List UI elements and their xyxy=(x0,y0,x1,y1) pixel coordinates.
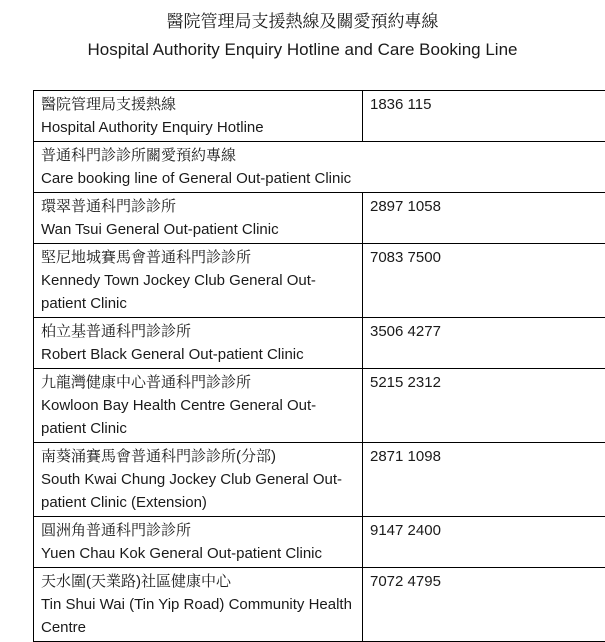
clinic-name-en: Hospital Authority Enquiry Hotline xyxy=(41,116,355,139)
clinic-name-en: Tin Shui Wai (Tin Yip Road) Community Health Centre xyxy=(41,593,355,639)
phone-cell xyxy=(363,318,605,369)
clinic-name-zh: 普通科門診診所關愛預約專線 xyxy=(41,144,598,167)
clinic-name-en: Kennedy Town Jockey Club General Out-patient Clinic xyxy=(41,269,355,315)
hotline-table xyxy=(33,90,605,642)
document-title-en: Hospital Authority Enquiry Hotline and Care Booking Line xyxy=(0,36,605,64)
clinic-name-cell xyxy=(34,517,363,568)
phone-number: 1836 115 xyxy=(370,93,598,116)
phone-number: 7072 4795 xyxy=(370,570,598,593)
clinic-name-cell xyxy=(34,193,363,244)
document-title-zh: 醫院管理局支援熱線及關愛預約專線 xyxy=(0,8,605,36)
phone-cell xyxy=(363,517,605,568)
table-row xyxy=(34,318,605,369)
phone-cell xyxy=(363,193,605,244)
table-row xyxy=(34,244,605,318)
clinic-name-cell xyxy=(34,318,363,369)
clinic-name-en: Wan Tsui General Out-patient Clinic xyxy=(41,218,355,241)
clinic-name-en: Care booking line of General Out-patient Clinic xyxy=(41,167,598,190)
clinic-name-en: Robert Black General Out-patient Clinic xyxy=(41,343,355,366)
table-row xyxy=(34,193,605,244)
clinic-name-zh: 天水圍(天業路)社區健康中心 xyxy=(41,570,355,593)
phone-number: 7083 7500 xyxy=(370,246,598,269)
table-row xyxy=(34,369,605,443)
table-row xyxy=(34,568,605,642)
phone-cell xyxy=(363,443,605,517)
table-row xyxy=(34,91,605,142)
clinic-name-cell xyxy=(34,142,605,193)
clinic-name-zh: 堅尼地城賽馬會普通科門診診所 xyxy=(41,246,355,269)
phone-cell xyxy=(363,369,605,443)
clinic-name-zh: 九龍灣健康中心普通科門診診所 xyxy=(41,371,355,394)
phone-number: 5215 2312 xyxy=(370,371,598,394)
clinic-name-en: South Kwai Chung Jockey Club General Out-patient Clinic (Extension) xyxy=(41,468,355,514)
phone-number: 9147 2400 xyxy=(370,519,598,542)
phone-cell xyxy=(363,91,605,142)
phone-number: 3506 4277 xyxy=(370,320,598,343)
clinic-name-en: Kowloon Bay Health Centre General Out-patient Clinic xyxy=(41,394,355,440)
table-row xyxy=(34,517,605,568)
table-row xyxy=(34,142,605,193)
clinic-name-en: Yuen Chau Kok General Out-patient Clinic xyxy=(41,542,355,565)
phone-cell xyxy=(363,244,605,318)
clinic-name-zh: 南葵涌賽馬會普通科門診診所(分部) xyxy=(41,445,355,468)
clinic-name-cell xyxy=(34,443,363,517)
clinic-name-cell xyxy=(34,91,363,142)
clinic-name-zh: 圓洲角普通科門診診所 xyxy=(41,519,355,542)
clinic-name-zh: 環翠普通科門診診所 xyxy=(41,195,355,218)
table-row xyxy=(34,443,605,517)
phone-cell xyxy=(363,568,605,642)
clinic-name-cell xyxy=(34,568,363,642)
clinic-name-zh: 醫院管理局支援熱線 xyxy=(41,93,355,116)
hotline-table-body xyxy=(34,91,605,642)
clinic-name-zh: 柏立基普通科門診診所 xyxy=(41,320,355,343)
phone-number: 2897 1058 xyxy=(370,195,598,218)
phone-number: 2871 1098 xyxy=(370,445,598,468)
clinic-name-cell xyxy=(34,244,363,318)
clinic-name-cell xyxy=(34,369,363,443)
